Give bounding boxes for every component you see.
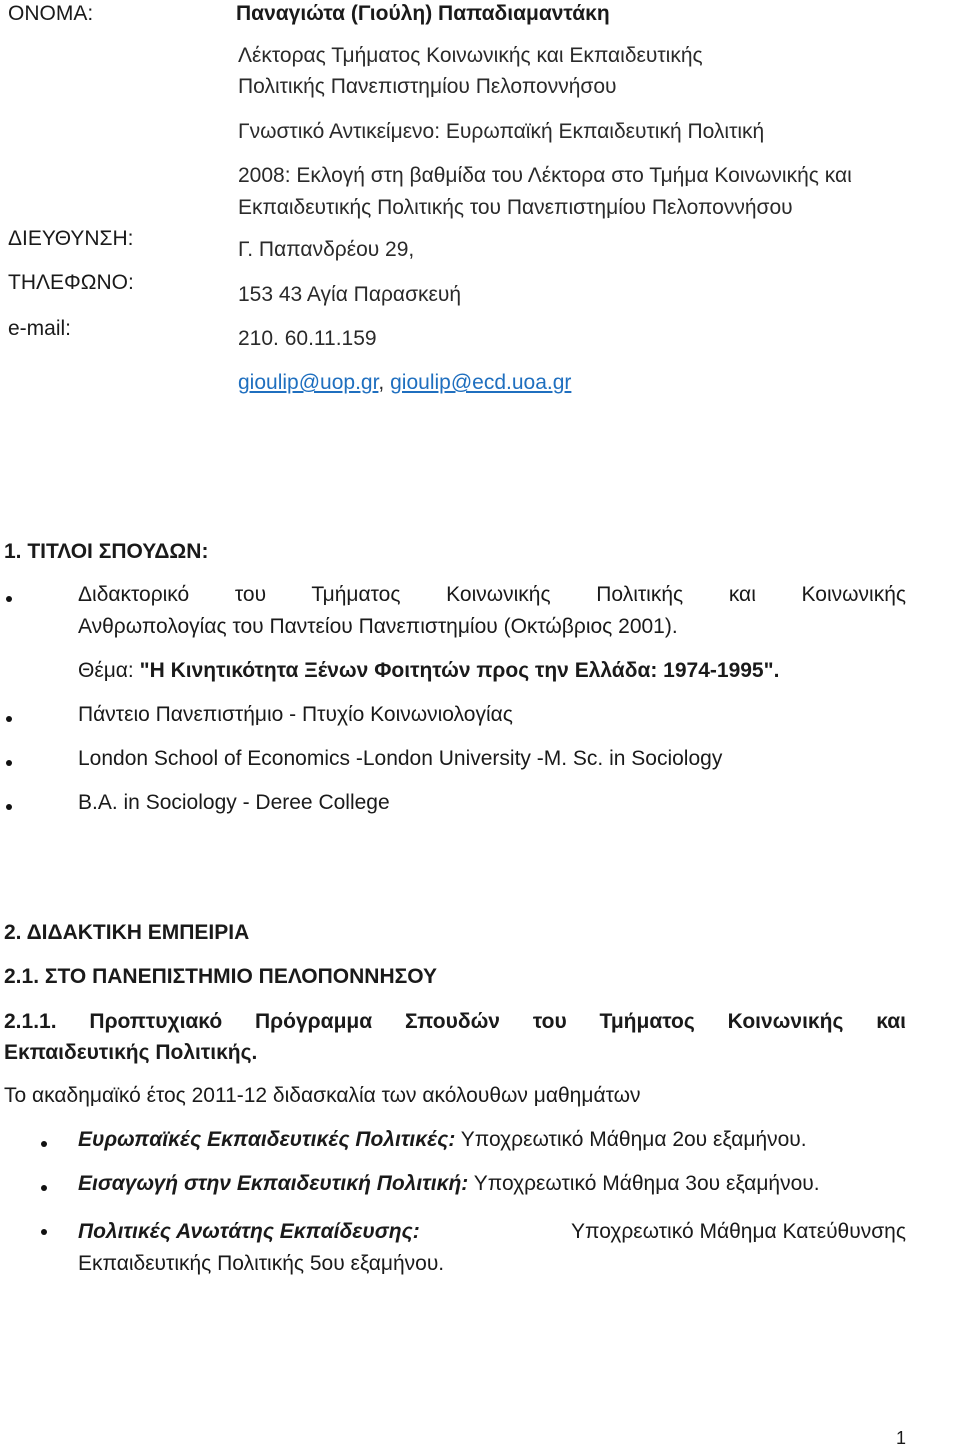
phd-topic-title: "Η Κινητικότητα Ξένων Φοιτητών προς την Ελλάδα: 1974-1995". bbox=[139, 659, 780, 682]
study-item: B.A. in Sociology - Deree College bbox=[78, 791, 390, 814]
phd-line-2: Ανθρωπολογίας του Παντείου Πανεπιστημίου (Οκτώβριος 2001). bbox=[78, 615, 678, 638]
course-title: Πολιτικές Ανωτάτης Εκπαίδευσης: bbox=[78, 1220, 420, 1243]
email-separator: , bbox=[378, 371, 385, 394]
position-line-1: Λέκτορας Τμήματος Κοινωνικής και Εκπαιδευτικής bbox=[238, 44, 703, 67]
teaching-subheading: 2.1. ΣΤΟ ΠΑΝΕΠΙΣΤΗΜΙΟ ΠΕΛΟΠΟΝΝΗΣΟΥ bbox=[4, 965, 437, 988]
election-line-2: Εκπαιδευτικής Πολιτικής του Πανεπιστημίου Πελοποννήσου bbox=[238, 196, 793, 219]
course-desc-line-2: Εκπαιδευτικής Πολιτικής 5ου εξαμήνου. bbox=[78, 1252, 445, 1275]
bullet bbox=[41, 1229, 47, 1235]
bullet bbox=[6, 716, 12, 722]
teaching-intro: Το ακαδημαϊκό έτος 2011-12 διδασκαλία των ακόλουθων μαθημάτων bbox=[4, 1084, 641, 1107]
bullet bbox=[6, 804, 12, 810]
phd-line-1: Διδακτορικό του Τμήματος Κοινωνικής Πολιτικής και Κοινωνικής bbox=[78, 583, 906, 606]
subject-line: Γνωστικό Αντικείμενο: Ευρωπαϊκή Εκπαιδευτική Πολιτική bbox=[238, 120, 765, 143]
address-line-1: Γ. Παπανδρέου 29, bbox=[238, 238, 415, 261]
course-item bbox=[78, 1172, 820, 1196]
course-desc: Υποχρεωτικό Μάθημα Κατεύθυνσης bbox=[571, 1220, 906, 1243]
course-item bbox=[78, 1216, 906, 1280]
name-value: Παναγιώτα (Γιούλη) Παπαδιαμαντάκη bbox=[236, 2, 610, 25]
phd-topic-prefix: Θέμα: bbox=[78, 659, 140, 682]
name-label: ΟΝΟΜΑ: bbox=[8, 2, 94, 25]
bullet bbox=[41, 1141, 47, 1147]
email-link-uop[interactable]: gioulip@uop.gr bbox=[238, 371, 379, 394]
course-title: Εισαγωγή στην Εκπαιδευτική Πολιτική: bbox=[78, 1172, 469, 1195]
address-line-2: 153 43 Αγία Παρασκευή bbox=[238, 283, 462, 306]
email-link-uoa[interactable]: gioulip@ecd.uoa.gr bbox=[390, 371, 572, 394]
page-number: 1 bbox=[896, 1428, 907, 1448]
studies-heading: 1. ΤΙΤΛΟΙ ΣΠΟΥΔΩΝ: bbox=[4, 540, 209, 563]
study-item: Πάντειο Πανεπιστήμιο - Πτυχίο Κοινωνιολογίας bbox=[78, 703, 513, 726]
teaching-heading: 2. ΔΙΔΑΚΤΙΚΗ ΕΜΠΕΙΡΙΑ bbox=[4, 921, 250, 944]
program-line-1: 2.1.1. Προπτυχιακό Πρόγραμμα Σπουδών του Τμήματος Κοινωνικής και bbox=[4, 1010, 906, 1033]
course-desc: Υποχρεωτικό Μάθημα 2ου εξαμήνου. bbox=[455, 1128, 807, 1151]
course-item bbox=[78, 1128, 807, 1152]
program-line-2: Εκπαιδευτικής Πολιτικής. bbox=[4, 1041, 258, 1064]
phd-topic bbox=[78, 659, 779, 683]
address-label: ΔΙΕΥΘΥΝΣΗ: bbox=[8, 227, 134, 250]
position-line-2: Πολιτικής Πανεπιστημίου Πελοποννήσου bbox=[238, 75, 617, 98]
email-values bbox=[238, 371, 571, 395]
bullet bbox=[6, 596, 12, 602]
course-title: Ευρωπαϊκές Εκπαιδευτικές Πολιτικές: bbox=[78, 1128, 456, 1151]
bullet bbox=[6, 760, 12, 766]
course-desc: Υποχρεωτικό Μάθημα 3ου εξαμήνου. bbox=[468, 1172, 820, 1195]
phone-label: ΤΗΛΕΦΩΝΟ: bbox=[8, 271, 134, 294]
email-label: e-mail: bbox=[8, 317, 72, 340]
bullet bbox=[41, 1185, 47, 1191]
election-line-1: 2008: Εκλογή στη βαθμίδα του Λέκτορα στο Τμήμα Κοινωνικής και bbox=[238, 164, 852, 187]
phone-value: 210. 60.11.159 bbox=[238, 327, 377, 350]
study-item: London School of Economics -London University -M. Sc. in Sociology bbox=[78, 747, 723, 770]
course-line bbox=[78, 1216, 906, 1248]
